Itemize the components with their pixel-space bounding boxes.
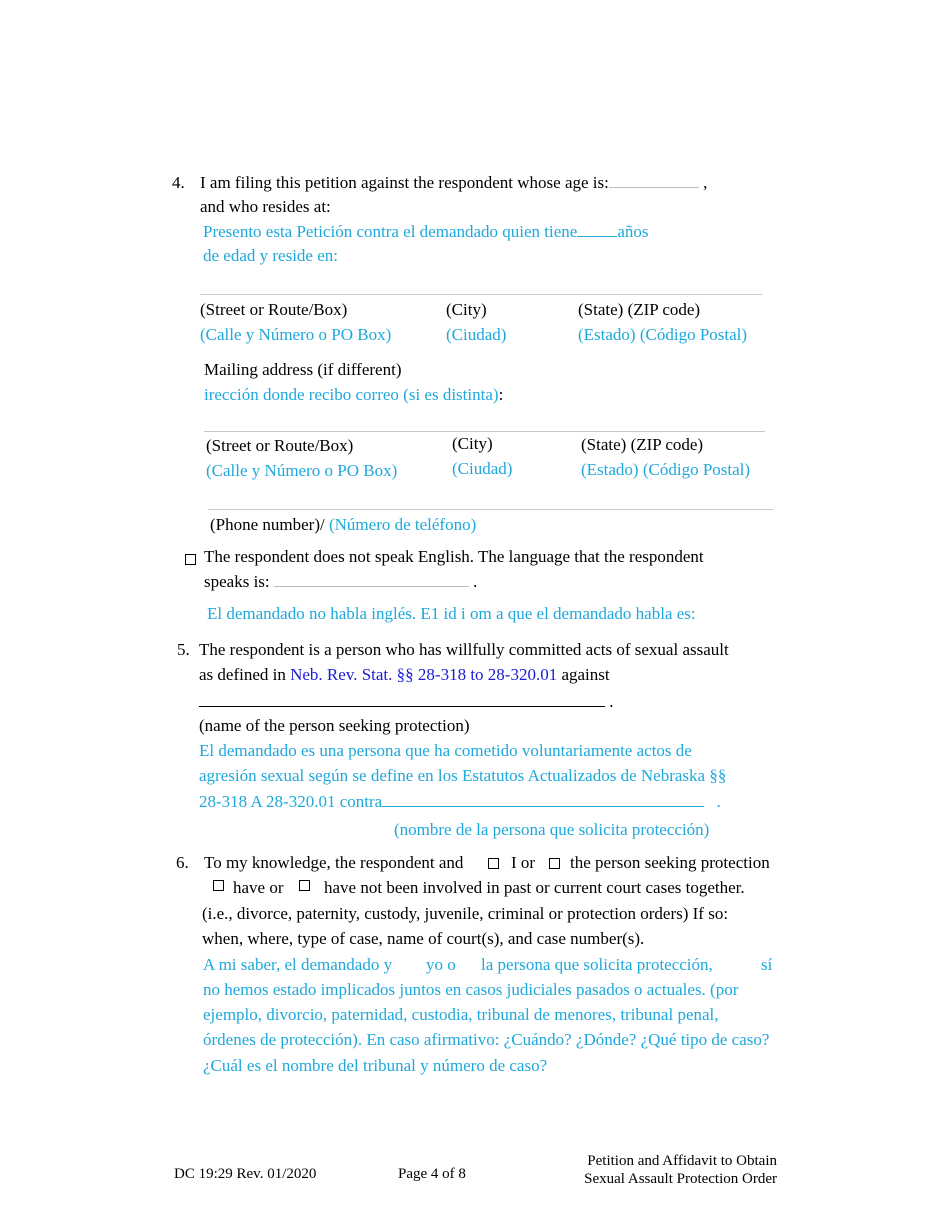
phone-number-line[interactable] xyxy=(208,509,773,510)
section-5-name-label: (name of the person seeking protection) xyxy=(199,716,470,735)
phone-number-label: (Phone number)/ xyxy=(210,515,325,534)
footer-title-line1: Petition and Affidavit to Obtain xyxy=(587,1153,777,1169)
residence-street-label: (Street or Route/Box) xyxy=(200,300,348,319)
residence-city-label: (City) xyxy=(446,300,487,319)
mailing-address-label-es-line xyxy=(204,385,503,405)
section-5-es-line3 xyxy=(199,792,721,812)
footer-title-line2: Sexual Assault Protection Order xyxy=(584,1171,777,1187)
mailing-state-zip-label: (State) (ZIP code) xyxy=(581,435,704,454)
section-5-line2-a: as defined in xyxy=(199,665,291,684)
section-6-es-line2: no hemos estado implicados juntos en casos judiciales pasados o actuales. (por xyxy=(203,980,739,999)
section-4-number: 4. xyxy=(172,173,185,192)
section-6-es-line1-b: yo o xyxy=(426,955,456,974)
section-6-es-line1-a: A mi saber, el demandado y xyxy=(203,955,393,974)
mailing-address-colon: : xyxy=(498,385,504,404)
section-6-es-line3: ejemplo, divorcio, paternidad, custodia, tribunal de menores, tribunal penal, xyxy=(203,1005,719,1024)
section-5-line2 xyxy=(199,665,610,685)
mailing-state-zip-label-es: (Estado) (Código Postal) xyxy=(581,460,751,479)
section-4-line1-comma: , xyxy=(703,173,708,192)
section-6-line3: (i.e., divorce, paternity, custody, juvenile, criminal or protection orders) If so: xyxy=(202,904,729,923)
section-5-es-line3-text: 28-318 A 28-320.01 contra xyxy=(199,792,383,811)
section-4-line1-text: I am filing this petition against the respondent whose age is: xyxy=(200,173,609,192)
section-4-es-line1-a: Presento esta Petición contra el demandado quien tiene xyxy=(203,222,578,241)
section-6-line4: when, where, type of case, name of court(s), and case number(s). xyxy=(202,929,645,948)
section-5-es-name-label: (nombre de la persona que solicita protección) xyxy=(394,820,710,839)
mailing-address-label: Mailing address (if different) xyxy=(204,360,402,379)
section-5-line1: The respondent is a person who has willfully committed acts of sexual assault xyxy=(199,640,729,659)
language-es: El demandado no habla inglés. E1 id i om a que el demandado habla es: xyxy=(207,604,696,623)
section-5-es-line1: El demandado es una persona que ha cometido voluntariamente actos de xyxy=(199,741,692,760)
have-not-been-involved-checkbox[interactable] xyxy=(299,880,310,891)
section-4-es-line2: de edad y reside en: xyxy=(203,246,338,265)
mailing-city-label-es: (Ciudad) xyxy=(452,459,513,478)
section-5-es-line3-period: . xyxy=(716,792,721,811)
section-6-line1-b: I or xyxy=(511,853,536,872)
protected-person-name-field-es[interactable] xyxy=(382,792,704,807)
mailing-street-label-es: (Calle y Número o PO Box) xyxy=(206,461,398,480)
respondent-and-protected-person-checkbox[interactable] xyxy=(549,858,560,869)
section-4-line1 xyxy=(200,173,707,193)
language-line2 xyxy=(204,572,477,592)
section-6-line2-b: have not been involved in past or current court cases together. xyxy=(324,878,745,897)
respondent-and-i-checkbox[interactable] xyxy=(488,858,499,869)
section-5-blank-period: . xyxy=(609,692,614,711)
section-6-es-line1-d: sí xyxy=(761,955,773,974)
section-5-blank-line xyxy=(199,690,614,712)
residence-street-label-es: (Calle y Número o PO Box) xyxy=(200,325,392,344)
respondent-age-field-es[interactable] xyxy=(577,222,617,237)
mailing-city-label: (City) xyxy=(452,434,493,453)
phone-number-label-es: (Número de teléfono) xyxy=(324,515,477,534)
section-6-number: 6. xyxy=(176,853,189,872)
phone-number-label-line xyxy=(210,515,476,535)
statute-link[interactable]: Neb. Rev. Stat. §§ 28-318 to 28-320.01 xyxy=(290,665,558,684)
have-been-involved-checkbox[interactable] xyxy=(213,880,224,891)
mailing-address-label-es: irección donde recibo correo (si es distinta) xyxy=(204,385,499,404)
section-6-line1-c: the person seeking protection xyxy=(570,853,770,872)
language-line2-text: speaks is: xyxy=(204,572,270,591)
section-5-line2-b: against xyxy=(557,665,610,684)
residence-address-line[interactable] xyxy=(200,294,762,295)
language-line1: The respondent does not speak English. The language that the respondent xyxy=(204,547,704,566)
section-4-es-line1-b: años xyxy=(617,222,649,241)
section-5-number: 5. xyxy=(177,640,190,659)
section-6-line2-a: have or xyxy=(233,878,284,897)
footer-page-number: Page 4 of 8 xyxy=(398,1166,466,1182)
section-6-es-line4: órdenes de protección). En caso afirmativo: ¿Cuándo? ¿Dónde? ¿Qué tipo de caso? xyxy=(203,1030,770,1049)
residence-city-label-es: (Ciudad) xyxy=(446,325,507,344)
residence-state-zip-label-es: (Estado) (Código Postal) xyxy=(578,325,748,344)
protected-person-name-field[interactable] xyxy=(199,690,605,707)
section-4-line2: and who resides at: xyxy=(200,197,331,216)
mailing-address-line[interactable] xyxy=(204,431,765,432)
section-5-es-line2: agresión sexual según se define en los Estatutos Actualizados de Nebraska §§ xyxy=(199,766,727,785)
section-6-line1-a: To my knowledge, the respondent and xyxy=(204,853,464,872)
section-6-es-line1-c: la persona que solicita protección, xyxy=(481,955,713,974)
section-6-es-line5: ¿Cuál es el nombre del tribunal y número de caso? xyxy=(203,1056,548,1075)
footer-form-id: DC 19:29 Rev. 01/2020 xyxy=(174,1166,317,1182)
language-line2-period: . xyxy=(473,572,478,591)
does-not-speak-english-checkbox[interactable] xyxy=(185,554,196,565)
residence-state-zip-label: (State) (ZIP code) xyxy=(578,300,701,319)
mailing-street-label: (Street or Route/Box) xyxy=(206,436,354,455)
respondent-age-field[interactable] xyxy=(609,173,699,188)
section-4-es-line1 xyxy=(203,222,649,242)
respondent-language-field[interactable] xyxy=(274,572,469,587)
